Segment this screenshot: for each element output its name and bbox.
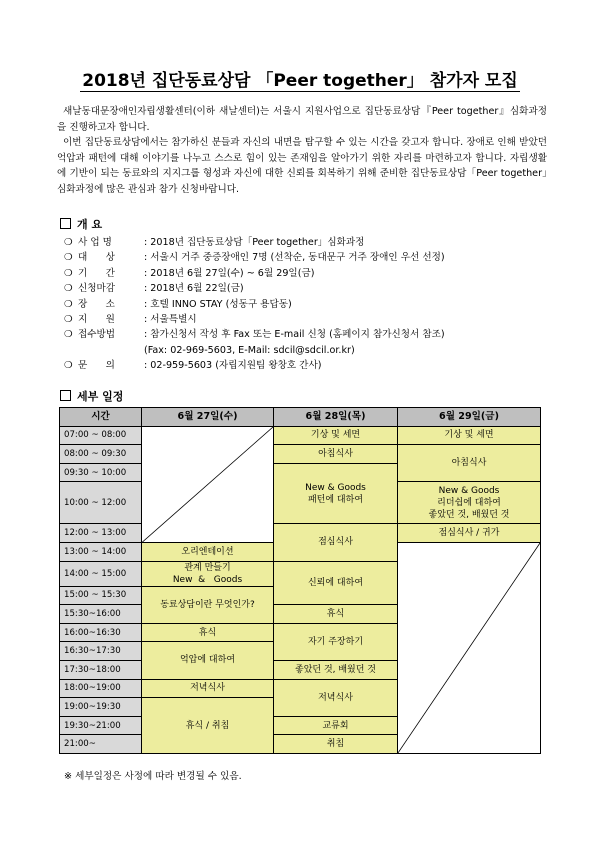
time-cell: 08:00 ~ 09:30 bbox=[60, 445, 142, 464]
time-cell: 14:00 ~ 15:00 bbox=[60, 561, 142, 586]
time-cell: 15:00 ~ 15:30 bbox=[60, 586, 142, 605]
square-bullet-icon bbox=[60, 218, 71, 229]
time-cell: 17:30~18:00 bbox=[60, 660, 142, 679]
event-cell: New & Goods 패턴에 대하여 bbox=[274, 463, 398, 524]
circle-bullet-icon: ❍ bbox=[64, 252, 73, 264]
event-cell: New & Goods 리더쉽에 대하여 좋았던 것, 배웠던 것 bbox=[398, 482, 541, 524]
header-time: 시간 bbox=[60, 408, 142, 427]
time-cell: 09:30 ~ 10:00 bbox=[60, 463, 142, 482]
event-cell: 저녁식사 bbox=[142, 679, 274, 698]
time-cell: 19:00~19:30 bbox=[60, 698, 142, 717]
circle-bullet-icon: ❍ bbox=[64, 329, 73, 341]
intro-text bbox=[57, 104, 547, 197]
overview-item: ❍ 신청마감 : 2018년 6월 22일(금) bbox=[64, 281, 544, 296]
schedule-heading: 세부 일정 bbox=[60, 388, 123, 404]
header-day2: 6월 28일(목) bbox=[274, 408, 398, 427]
table-row bbox=[60, 524, 541, 543]
time-cell: 10:00 ~ 12:00 bbox=[60, 482, 142, 524]
circle-bullet-icon: ❍ bbox=[64, 314, 73, 326]
overview-heading: 개 요 bbox=[60, 216, 102, 232]
time-cell: 15:30~16:00 bbox=[60, 605, 142, 624]
empty-day3-afternoon bbox=[398, 542, 541, 753]
overview-item: ❍ 기 간 : 2018년 6월 27일(수) ~ 6월 29일(금) bbox=[64, 266, 544, 281]
circle-bullet-icon: ❍ bbox=[64, 267, 73, 279]
event-cell: 좋았던 것, 배웠던 것 bbox=[274, 660, 398, 679]
event-cell: 오리엔테이션 bbox=[142, 542, 274, 561]
diagonal-line bbox=[398, 543, 540, 753]
intro-paragraph-1: 새날동대문장애인자립생활센터(이하 새날센터)는 서울시 지원사업으로 집단동료상담『Peer together』심화과정을 진행하고자 합니다. bbox=[57, 106, 547, 133]
event-cell: 자기 주장하기 bbox=[274, 623, 398, 660]
time-cell: 13:00 ~ 14:00 bbox=[60, 542, 142, 561]
diagonal-line bbox=[142, 427, 273, 542]
time-cell: 16:00~16:30 bbox=[60, 623, 142, 642]
overview-item: ❍ 지 원 : 서울특별시 bbox=[64, 312, 544, 327]
circle-bullet-icon: ❍ bbox=[64, 298, 73, 310]
event-cell: 점심식사 bbox=[274, 524, 398, 561]
event-cell: 아침식사 bbox=[398, 445, 541, 482]
overview-contact-line: (Fax: 02-969-5603, E-Mail: sdcil@sdcil.or.kr) bbox=[144, 344, 355, 356]
event-cell: 억압에 대하여 bbox=[142, 642, 274, 679]
schedule-table bbox=[59, 407, 541, 754]
event-cell: 기상 및 세면 bbox=[274, 426, 398, 445]
time-cell: 21:00~ bbox=[60, 735, 142, 754]
intro-paragraph-2: 이번 집단동료상담에서는 참가하신 분들과 자신의 내면을 탐구할 수 있는 시간을 갖고자 합니다. 장애로 인해 받았던 억압과 패턴에 대해 이야기를 나누고 스스로 힘이 있는 존재임을 알아가기 위한 자리를 마련하고자 합니다. 자립생활에 기반이 되는 동료와의 지지그룹 형성과 자신에 대한 신뢰를 회복하기 위해 준비한 집단동료상담「Peer together」심화과정에 많은 관심과 참가 신청바랍니다. bbox=[57, 137, 547, 195]
page-title: 2018년 집단동료상담 「Peer together」 참가자 모집 bbox=[82, 71, 518, 91]
event-cell: 취침 bbox=[274, 735, 398, 754]
event-cell: 기상 및 세면 bbox=[398, 426, 541, 445]
overview-item: ❍ 사 업 명 : 2018년 집단동료상담「Peer together」심화과정 bbox=[64, 235, 544, 250]
empty-day1-morning bbox=[142, 426, 274, 542]
time-cell: 07:00 ~ 08:00 bbox=[60, 426, 142, 445]
overview-item: ❍ 장 소 : 호텔 INNO STAY (성동구 용답동) bbox=[64, 297, 544, 312]
overview-item: ❍ 대 상 : 서울시 거주 중증장애인 7명 (선착순, 동대문구 거주 장애인 우선 선정) bbox=[64, 250, 544, 265]
event-cell: 교류회 bbox=[274, 716, 398, 735]
time-cell: 16:30~17:30 bbox=[60, 642, 142, 661]
table-row bbox=[60, 426, 541, 445]
footnote: ※ 세부일정은 사정에 따라 변경될 수 있음. bbox=[64, 771, 242, 782]
table-row bbox=[60, 408, 541, 427]
header-day3: 6월 29일(금) bbox=[398, 408, 541, 427]
event-cell: 휴식 / 취침 bbox=[142, 698, 274, 754]
circle-bullet-icon: ❍ bbox=[64, 283, 73, 295]
header-day1: 6월 27일(수) bbox=[142, 408, 274, 427]
overview-item: ❍ 문 의 : 02-959-5603 (자립지원팀 왕창호 간사) bbox=[64, 358, 544, 373]
event-cell: 동료상담이란 무엇인가? bbox=[142, 586, 274, 623]
table-row bbox=[60, 445, 541, 464]
circle-bullet-icon: ❍ bbox=[64, 237, 73, 248]
event-cell: 관계 만들기 New & Goods bbox=[142, 561, 274, 586]
square-bullet-icon bbox=[60, 390, 71, 401]
circle-bullet-icon: ❍ bbox=[64, 360, 73, 372]
overview-item: ❍ 접수방법 : 참가신청서 작성 후 Fax 또는 E-mail 신청 (홈페이지 참가신청서 참조) bbox=[64, 327, 544, 342]
event-cell: 저녁식사 bbox=[274, 679, 398, 716]
event-cell: 아침식사 bbox=[274, 445, 398, 464]
time-cell: 18:00~19:00 bbox=[60, 679, 142, 698]
event-cell: 휴식 bbox=[274, 605, 398, 624]
event-cell: 신뢰에 대하여 bbox=[274, 561, 398, 605]
event-cell: 휴식 bbox=[142, 623, 274, 642]
overview-list bbox=[64, 235, 544, 374]
time-cell: 19:30~21:00 bbox=[60, 716, 142, 735]
event-cell: 점심식사 / 귀가 bbox=[398, 524, 541, 543]
time-cell: 12:00 ~ 13:00 bbox=[60, 524, 142, 543]
